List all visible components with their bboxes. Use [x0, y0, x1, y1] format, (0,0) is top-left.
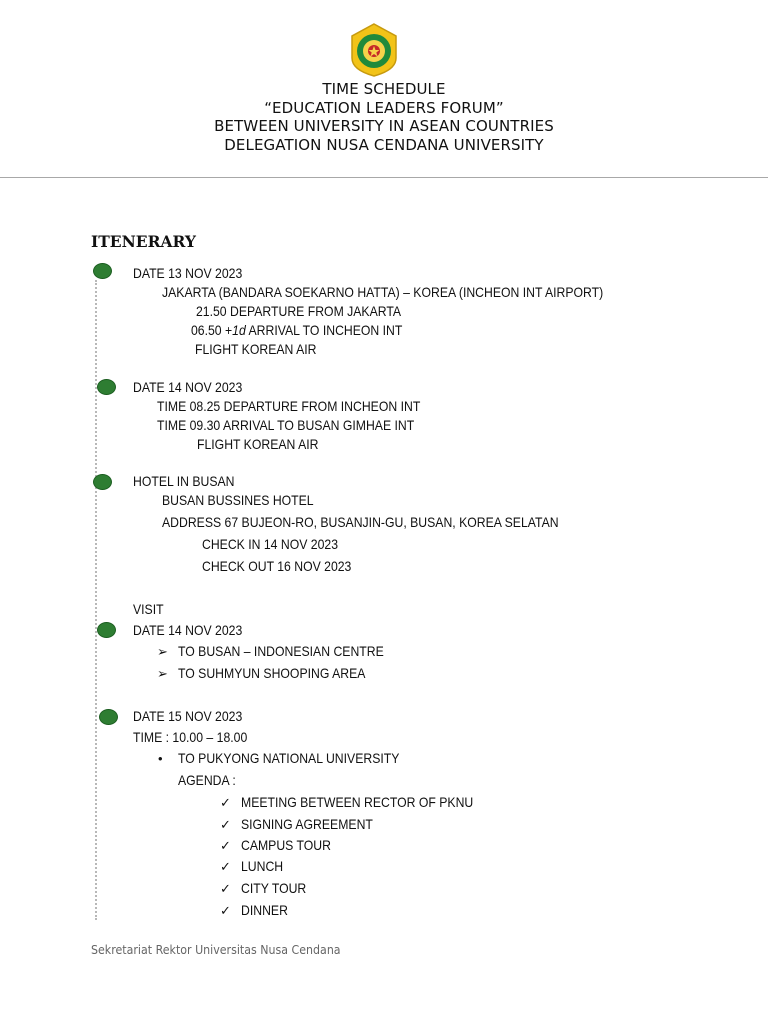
agenda-label: AGENDA : [178, 773, 236, 788]
check-icon: ✓ [220, 903, 231, 918]
day1-arrival: 06.50 +1d ARRIVAL TO INCHEON INT [191, 323, 403, 338]
visit-title: VISIT [133, 602, 164, 617]
check-icon: ✓ [220, 795, 231, 810]
check-icon: ✓ [220, 838, 231, 853]
agenda-item: DINNER [241, 903, 288, 918]
section-title: ITENERARY [91, 232, 196, 251]
agenda-item: CITY TOUR [241, 881, 307, 896]
university-logo-icon [346, 22, 402, 78]
agenda-item: MEETING BETWEEN RECTOR OF PKNU [241, 795, 474, 810]
day2-flight: FLIGHT KOREAN AIR [197, 437, 319, 452]
hotel-check-in: CHECK IN 14 NOV 2023 [202, 537, 338, 552]
header-subtitle: BETWEEN UNIVERSITY IN ASEAN COUNTRIES [214, 117, 554, 135]
day1-departure: 21.50 DEPARTURE FROM JAKARTA [196, 304, 402, 319]
day4-destination: TO PUKYONG NATIONAL UNIVERSITY [178, 751, 400, 766]
hotel-address: ADDRESS 67 BUJEON-RO, BUSANJIN-GU, BUSAN, KOREA SELATAN [162, 515, 559, 530]
check-icon: ✓ [220, 881, 231, 896]
check-icon: ✓ [220, 859, 231, 874]
visit-item: TO SUHMYUN SHOOPING AREA [178, 666, 366, 681]
day1-date: DATE 13 NOV 2023 [133, 266, 243, 281]
agenda-item: LUNCH [241, 859, 284, 874]
timeline-dot [99, 709, 118, 725]
header-divider [0, 177, 768, 178]
visit-date: DATE 14 NOV 2023 [133, 623, 243, 638]
document-header [0, 80, 768, 154]
page-footer: Sekretariat Rektor Universitas Nusa Cendana [91, 943, 341, 957]
day1-route: JAKARTA (BANDARA SOEKARNO HATTA) – KOREA (INCHEON INT AIRPORT) [162, 285, 604, 300]
hotel-name: BUSAN BUSSINES HOTEL [162, 493, 314, 508]
arrow-bullet-icon: ➢ [157, 644, 168, 659]
agenda-item: CAMPUS TOUR [241, 838, 331, 853]
arrow-bullet-icon: ➢ [157, 666, 168, 681]
header-title: TIME SCHEDULE [322, 80, 446, 98]
day2-arrival: TIME 09.30 ARRIVAL TO BUSAN GIMHAE INT [157, 418, 415, 433]
agenda-item: SIGNING AGREEMENT [241, 817, 373, 832]
timeline-dot [97, 379, 116, 395]
timeline-dot [97, 622, 116, 638]
header-event: “EDUCATION LEADERS FORUM” [264, 98, 504, 117]
header-delegation: DELEGATION NUSA CENDANA UNIVERSITY [224, 135, 544, 154]
hotel-title: HOTEL IN BUSAN [133, 474, 235, 489]
check-icon: ✓ [220, 817, 231, 832]
day2-date: DATE 14 NOV 2023 [133, 380, 243, 395]
visit-item: TO BUSAN – INDONESIAN CENTRE [178, 644, 384, 659]
hotel-check-out: CHECK OUT 16 NOV 2023 [202, 559, 352, 574]
timeline-dot [93, 263, 112, 279]
timeline-line [95, 280, 97, 920]
day2-departure: TIME 08.25 DEPARTURE FROM INCHEON INT [157, 399, 421, 414]
day4-date: DATE 15 NOV 2023 [133, 709, 243, 724]
day1-flight: FLIGHT KOREAN AIR [195, 342, 317, 357]
timeline-dot [93, 474, 112, 490]
day4-time: TIME : 10.00 – 18.00 [133, 730, 248, 745]
round-bullet-icon: • [158, 751, 163, 766]
